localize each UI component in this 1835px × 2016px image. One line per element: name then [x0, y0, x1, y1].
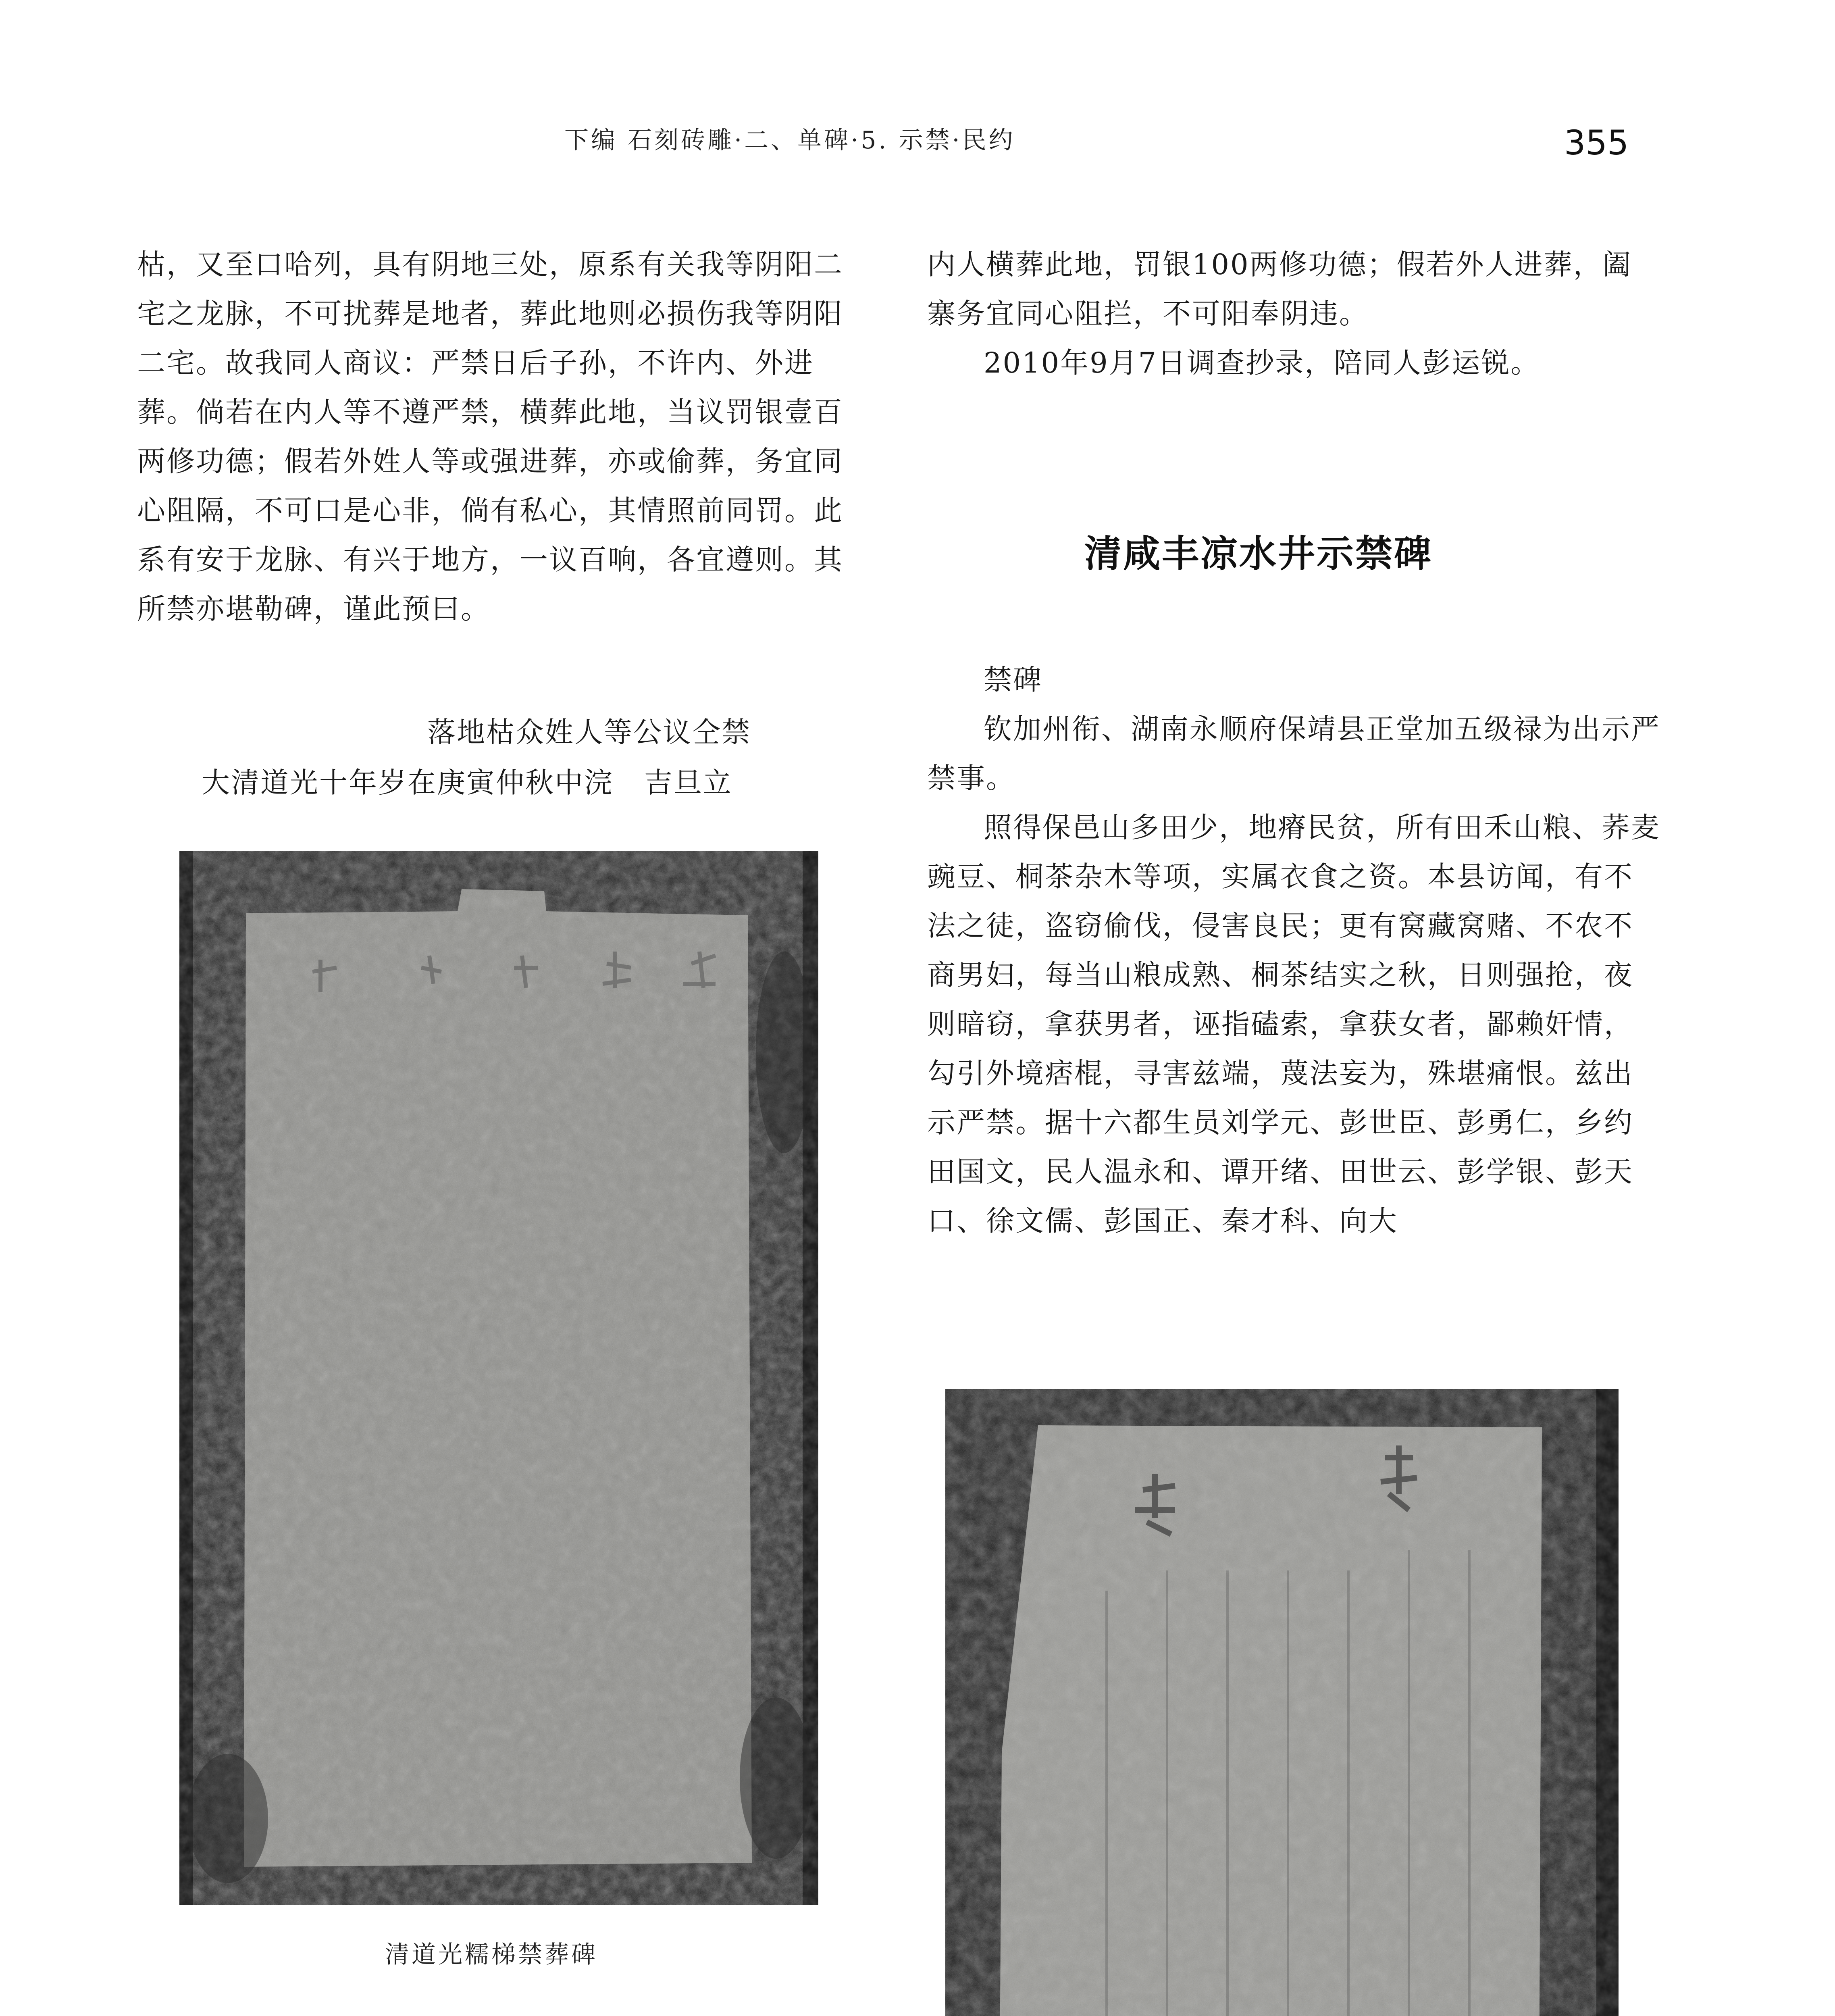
stele-body: 照得保邑山多田少，地瘠民贫，所有田禾山粮、荞麦豌豆、桐茶杂木等项，实属衣食之资。本县访闻，有不法之徒，盗窃偷伐，侵害良民；更有窝藏窝赌、不农不商男妇，每当山粮成熟、桐茶结实之秋，日则强抢，夜则暗窃，拿获男者，诬指磕索，拿获女者，鄙赖奸情，勾引外境痞棍，寻害兹端，蔑法妄为，殊堪痛恨。兹出示严禁。据十六都生员刘学元、彭世臣、彭勇仁，乡约田国文，民人温永和、谭开绪、田世云、彭学银、彭天口、徐文儒、彭国正、秦才科、向大 [927, 811, 1660, 1237]
right-column-text [927, 655, 1661, 1245]
stele-photo-right-graphic [945, 1389, 1619, 2016]
page-number: 355 [1564, 123, 1629, 162]
running-header: 下编 石刻砖雕·二、单碑·5. 示禁·民约 [564, 126, 1015, 154]
stele-photo-right [945, 1389, 1619, 2016]
signature-line-1: 落地枯众姓人等公议仝禁 [427, 716, 751, 749]
stele-intro: 钦加州衔、湖南永顺府保靖县正堂加五级禄为出示严禁事。 [927, 712, 1660, 795]
stele-label: 禁碑 [984, 663, 1042, 696]
section-title: 清咸丰凉水井示禁碑 [1084, 532, 1433, 575]
stele-photo-left-graphic [179, 851, 818, 1905]
survey-note: 2010年9月7日调查抄录，陪同人彭运锐。 [984, 346, 1540, 379]
right-column-top-text [927, 240, 1661, 387]
stele-photo-left [179, 851, 818, 1905]
stele-text-paragraph: 枯，又至口哈列，具有阴地三处，原系有关我等阴阳二宅之龙脉，不可扰葬是地者，葬此地则必损伤我等阴阳二宅。故我同人商议：严禁日后子孙，不许内、外进葬。倘若在内人等不遵严禁，横葬此地，当议罚银壹百两修功德；假若外姓人等或强进葬，亦或偷葬，务宜同心阻隔，不可口是心非，倘有私心，其情照前同罚。此系有安于龙脉、有兴于地方，一议百响，各宜遵则。其所禁亦堪勒碑，谨此预曰。 [137, 248, 843, 625]
left-column-text [137, 240, 871, 633]
photo-caption-left: 清道光糯梯禁葬碑 [385, 1941, 598, 1969]
continued-paragraph: 内人横葬此地，罚银100两修功德；假若外人进葬，阖寨务宜同心阻拦，不可阳奉阴违。 [927, 248, 1632, 330]
signature-line-2: 大清道光十年岁在庚寅仲秋中浣 吉旦立 [202, 766, 732, 799]
